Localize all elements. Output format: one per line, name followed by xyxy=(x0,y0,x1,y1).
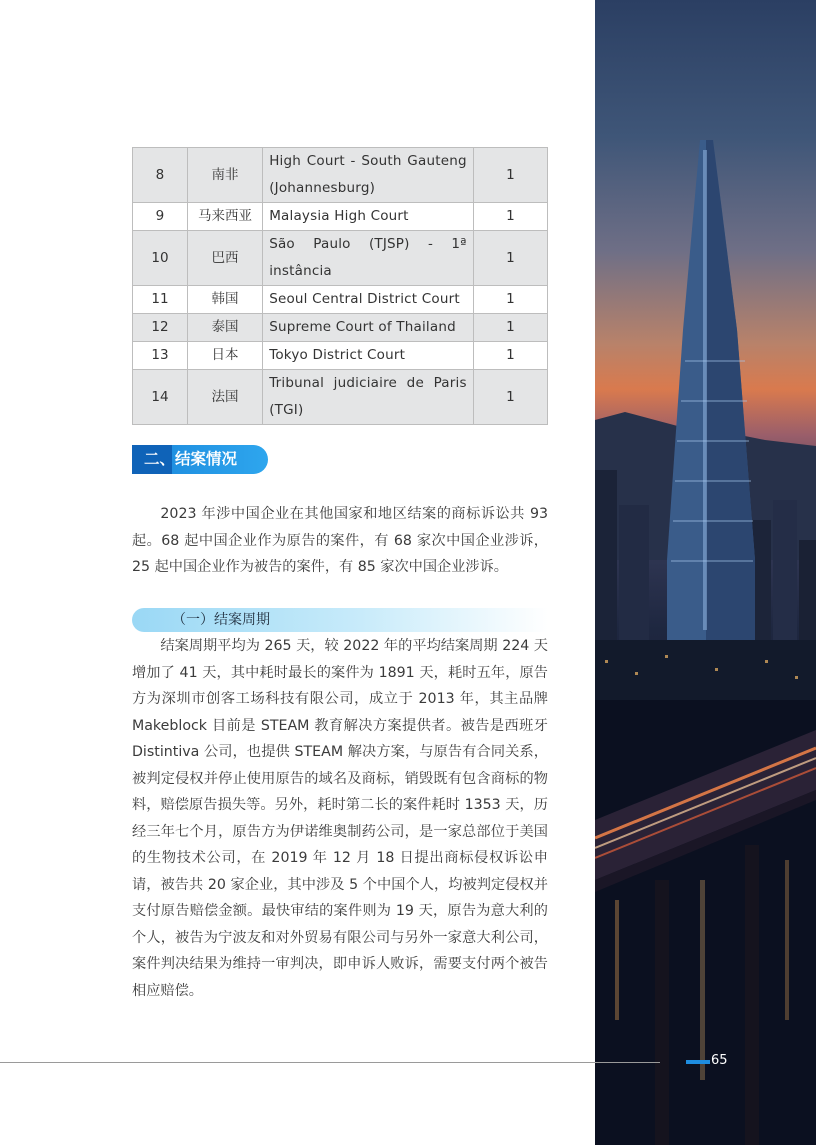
court-cell: Tribunal judiciaire de Paris (TGI) xyxy=(263,370,474,425)
row-number: 14 xyxy=(133,370,188,425)
footer-rule xyxy=(0,1062,660,1063)
country-cell: 马来西亚 xyxy=(187,203,262,231)
page-number: 65 xyxy=(711,1053,728,1068)
row-number: 11 xyxy=(133,286,188,314)
country-cell: 南非 xyxy=(187,148,262,203)
row-number: 13 xyxy=(133,342,188,370)
city-skyline-illustration xyxy=(595,0,816,1145)
court-table xyxy=(132,147,548,425)
country-cell: 日本 xyxy=(187,342,262,370)
row-number: 12 xyxy=(133,314,188,342)
page-number-accent-bar xyxy=(686,1060,710,1064)
country-cell: 韩国 xyxy=(187,286,262,314)
country-cell: 巴西 xyxy=(187,231,262,286)
row-number: 9 xyxy=(133,203,188,231)
court-cell: Tokyo District Court xyxy=(263,342,474,370)
table-row xyxy=(133,370,548,425)
court-cell: São Paulo (TJSP) - 1ª instância xyxy=(263,231,474,286)
case-count-cell: 1 xyxy=(473,203,547,231)
intro-paragraph: 2023 年涉中国企业在其他国家和地区结案的商标诉讼共 93 起。68 起中国企业作为原告的案件，有 68 家次中国企业涉诉，25 起中国企业作为被告的案件，有 85 家次中国企业涉诉。 xyxy=(132,506,548,575)
table-row xyxy=(133,148,548,203)
table-row xyxy=(133,342,548,370)
country-cell: 泰国 xyxy=(187,314,262,342)
court-cell: High Court - South Gauteng (Johannesburg) xyxy=(263,148,474,203)
section-heading xyxy=(132,445,268,474)
case-count-cell: 1 xyxy=(473,231,547,286)
table-row xyxy=(133,231,548,286)
table-row xyxy=(133,286,548,314)
city-night-photo xyxy=(595,0,816,1145)
court-cell: Seoul Central District Court xyxy=(263,286,474,314)
row-number: 10 xyxy=(133,231,188,286)
case-count-cell: 1 xyxy=(473,148,547,203)
country-cell: 法国 xyxy=(187,370,262,425)
table-row xyxy=(133,314,548,342)
case-count-cell: 1 xyxy=(473,314,547,342)
table-row xyxy=(133,203,548,231)
court-cell: Malaysia High Court xyxy=(263,203,474,231)
court-cell: Supreme Court of Thailand xyxy=(263,314,474,342)
case-count-cell: 1 xyxy=(473,342,547,370)
body-paragraph: 结案周期平均为 265 天，较 2022 年的平均结案周期 224 天增加了 41 天，其中耗时最长的案件为 1891 天，耗时五年，原告方为深圳市创客工场科技有限公司，成立于 2013 年，其主品牌 Makeblock 目前是 STEAM 教育解决方案提供者。被告是西班牙 Distintiva 公司，也提供 STEAM 解决方案，与原告有合同关系，被判定侵权并停止使用原告的域名及商标，销毁既有包含商标的物料，赔偿原告损失等。另外，耗时第二长的案件耗时 1353 天，历经三年七个月，原告方为伊诺维奥制药公司，是一家总部位于美国的生物技术公司，在 2019 年 12 月 18 日提出商标侵权诉讼申请，被告共 20 家企业，其中涉及 5 个中国个人，均被判定侵权并支付原告赔偿金额。最快审结的案件则为 19 天，原告为意大利的个人，被告为宁波友和对外贸易有限公司与另外一家意大利公司，案件判决结果为维持一审判决，即申诉人败诉，需要支付两个被告相应赔偿。 xyxy=(132,638,548,999)
case-count-cell: 1 xyxy=(473,286,547,314)
section-heading-text: 二、结案情况 xyxy=(144,450,238,468)
subsection-heading: （一）结案周期 xyxy=(132,608,548,632)
row-number: 8 xyxy=(133,148,188,203)
case-count-cell: 1 xyxy=(473,370,547,425)
